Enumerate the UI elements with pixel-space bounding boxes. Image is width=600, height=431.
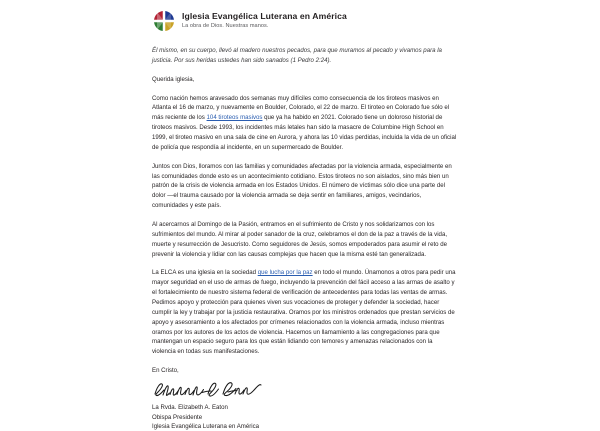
organization-tagline: La obra de Dios. Nuestras manos. — [182, 23, 269, 30]
paragraph-4-text-before-link: La ELCA es una iglesia en la sociedad — [152, 269, 258, 277]
letterhead — [152, 8, 457, 34]
paragraph-3: Al acercarnos al Domingo de la Pasión, entramos en el sufrimiento de Cristo y nos solidarizamos con los sufrimientos del mundo. Al mirar al poder sanador de la cruz, celebramos el don de la paz a través de la vida, muerte y resurrección de Jesucristo. Como seguidores de Jesús, somos empoderados para asumir el reto de prevenir la violencia y lidiar con las causas complejas que hacen que la misma esté tan generalizada. — [152, 221, 448, 258]
paragraph-1-text-after-link: que ya ha habido en 2021. Colorado tiene un doloroso historial de tiroteos masivos. Desde 1993, los incidentes más letales han sido la masacre de Columbine High School en 1999, el tiroteo masivo en una sala de cine en Aurora, y ahora las 10 vidas perdidas, incluida la vida de un oficial de policía que respondía al incidente, en un supermercado de Boulder. — [152, 114, 457, 151]
link-que-lucha-por-la-paz[interactable]: que lucha por la paz — [257, 269, 313, 277]
paragraph-1 — [152, 94, 457, 153]
letter-content — [152, 8, 457, 431]
organization-name: Iglesia Evangélica Luterana en América — [182, 11, 347, 22]
salutation: Querida iglesia, — [152, 75, 195, 83]
paragraph-4-text-after-link: en todo el mundo. Únamonos a otros para pedir una mayor seguridad en el uso de armas de fuego, incluyendo la prevención del fácil acceso a las armas de asalto y el fortalecimiento de nuestro sistema federal de verificación de antecedentes para todas las ventas de armas. Pedimos apoyo y protección para quienes viven sus vocaciones de proteger y defender la sociedad, hacer cumplir la ley y trabajar por la justicia restaurativa. Oramos por los ministros ordenados que prestan servicios de apoyo y asesoramiento a los afectados por crímenes relacionados con la violencia armada, incluso mientras oramos por los autores de los actos de violencia. Hacemos un llamamiento a las congregaciones para que mantengan un espacio seguro para los que están lidiando con temores y amenazas relacionados con la violencia en todas sus manifestaciones. — [152, 269, 456, 356]
paragraph-1-text-before-link: Como nación hemos aravesado dos semanas muy difíciles como consecuencia de los tiroteos masivos en Atlanta el 16 de marzo, y nuevamente en Boulder, Colorado, el 22 de marzo. El tiroteo en Colorado fue sólo el más reciente de los — [152, 94, 450, 122]
signer-name: La Rvda. Elizabeth A. Eaton — [152, 404, 228, 412]
paragraph-4 — [152, 268, 457, 357]
elca-cross-circle-logo-icon — [152, 8, 176, 34]
paragraph-2: Juntos con Dios, lloramos con las familias y comunidades afectadas por la violencia armada, especialmente en las comunidades donde esto es un acontecimiento cotidiano. Estos tiroteos no son aislados, sino más bien un patrón de la crisis de violencia armada en los Estados Unidos. El número de víctimas sólo dice una parte del dolor —el trauma causado por la violencia armada se deja sentir en familiares, amigos, vecindarios, comunidades y este país. — [152, 162, 452, 210]
brand-block — [182, 12, 347, 29]
scripture-quote: Él mismo, en su cuerpo, llevó al madero nuestros pecados, para que muramos al pecado y vivamos para la justicia. Por sus heridas ustedes han sido sanados (1 Pedro 2:24). — [152, 47, 442, 64]
closing-line: En Cristo, — [152, 367, 179, 375]
handwritten-signature-icon — [152, 379, 457, 401]
link-104-tiroteos-masivos[interactable]: 104 tiroteos masivos — [206, 114, 263, 122]
signer-organization: Iglesia Evangélica Luterana en América — [152, 422, 260, 430]
signer-title: Obispa Presidente — [152, 413, 203, 421]
